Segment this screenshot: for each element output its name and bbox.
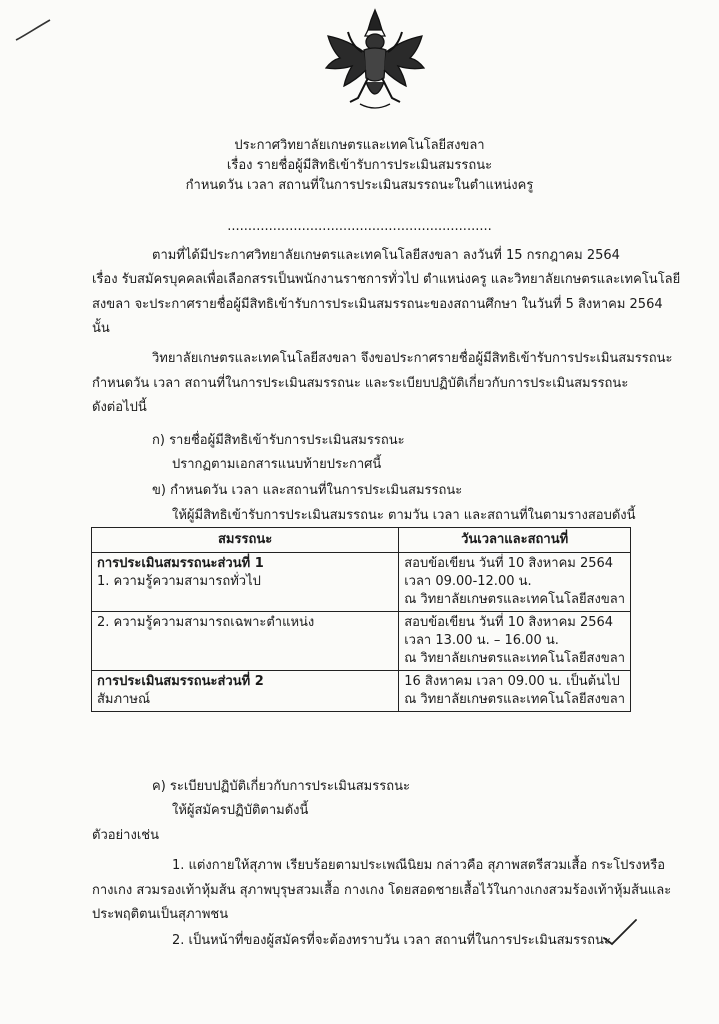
header-divider: ................................................................ xyxy=(227,219,492,234)
cell-line: ณ วิทยาลัยเกษตรและเทคโนโลยีสงขลา xyxy=(404,692,625,707)
cell-line: ณ วิทยาลัยเกษตรและเทคโนโลยีสงขลา xyxy=(404,592,625,607)
cell-line: สัมภาษณ์ xyxy=(97,692,151,707)
paragraph-1-line-3: สงขลา จะประกาศรายชื่อผู้มีสิทธิเข้ารับการประเมินสมรรถนะของสถานศึกษา ในวันที่ 5 สิงหาคม 2564 xyxy=(92,297,663,312)
item-a-line-2: ปรากฏตามเอกสารแนบท้ายประกาศนี้ xyxy=(172,457,382,472)
table-row xyxy=(92,671,631,712)
table-cell xyxy=(399,671,631,712)
item-a-line-1: ก) รายชื่อผู้มีสิทธิเข้ารับการประเมินสมรรถนะ xyxy=(152,433,405,448)
table-cell xyxy=(399,612,631,671)
rule-2-line-1: 2. เป็นหน้าที่ของผู้สมัครที่จะต้องทราบวัน เวลา สถานที่ในการประเมินสมรรถนะ xyxy=(172,933,611,948)
rule-1-line-3: ประพฤติตนเป็นสุภาพชน xyxy=(92,907,229,922)
paragraph-2-line-2: กำหนดวัน เวลา สถานที่ในการประเมินสมรรถนะ และระเบียบปฏิบัติเกี่ยวกับการประเมินสมรรถนะ xyxy=(92,376,629,391)
rule-1-line-2: กางเกง สวมรองเท้าหุ้มส้น สุภาพบุรุษสวมเสื้อ กางเกง โดยสอดชายเสื้อไว้ในกางเกงสวมร้องเท้าหุ้มส้นและ xyxy=(92,883,672,898)
cell-line: 16 สิงหาคม เวลา 09.00 น. เป็นต้นไป xyxy=(404,674,620,689)
table-row xyxy=(92,553,631,612)
cell-line: ณ วิทยาลัยเกษตรและเทคโนโลยีสงขลา xyxy=(404,651,625,666)
header-line-3: กำหนดวัน เวลา สถานที่ในการประเมินสมรรถนะในตำแหน่งครู xyxy=(185,178,534,193)
paragraph-1-line-2: เรื่อง รับสมัครบุคคลเพื่อเลือกสรรเป็นพนักงานราชการทั่วไป ตำแหน่งครู และวิทยาลัยเกษตรและเทคโนโลยี xyxy=(92,272,681,287)
header-line-2: เรื่อง รายชื่อผู้มีสิทธิเข้ารับการประเมินสมรรถนะ xyxy=(226,158,493,173)
table-header-competency: สมรรถนะ xyxy=(92,528,399,553)
table-cell xyxy=(92,671,399,712)
schedule-table xyxy=(91,527,631,712)
paragraph-1-line-4: นั้น xyxy=(92,321,110,336)
table-header-datetime-place: วันเวลาและสถานที่ xyxy=(399,528,631,553)
cell-line: 2. ความรู้ความสามารถเฉพาะตำแหน่ง xyxy=(97,615,315,630)
paragraph-2-line-1: วิทยาลัยเกษตรและเทคโนโลยีสงขลา จึงขอประกาศรายชื่อผู้มีสิทธิเข้ารับการประเมินสมรรถนะ xyxy=(152,351,673,366)
rule-1-line-1: 1. แต่งกายให้สุภาพ เรียบร้อยตามประเพณีนิยม กล่าวคือ สุภาพสตรีสวมเสื้อ กระโปรงหรือ xyxy=(172,858,666,873)
cell-line: เวลา 13.00 น. – 16.00 น. xyxy=(404,633,559,648)
item-c-line-1: ค) ระเบียบปฏิบัติเกี่ยวกับการประเมินสมรรถนะ xyxy=(152,779,410,794)
cell-line: สอบข้อเขียน วันที่ 10 สิงหาคม 2564 xyxy=(404,615,614,630)
pen-stroke-icon xyxy=(14,16,52,46)
table-cell xyxy=(399,553,631,612)
cell-line: สอบข้อเขียน วันที่ 10 สิงหาคม 2564 xyxy=(404,556,614,571)
garuda-emblem-icon xyxy=(318,6,432,114)
item-b-line-1: ข) กำหนดวัน เวลา และสถานที่ในการประเมินสมรรถนะ xyxy=(152,483,463,498)
cell-line: 1. ความรู้ความสามารถทั่วไป xyxy=(97,574,261,589)
item-c-line-2: ให้ผู้สมัครปฏิบัติตามดังนี้ xyxy=(172,803,309,818)
cell-line: การประเมินสมรรถนะส่วนที่ 1 xyxy=(97,556,264,571)
paragraph-2-line-3: ดังต่อไปนี้ xyxy=(92,400,147,415)
paragraph-1-line-1: ตามที่ได้มีประกาศวิทยาลัยเกษตรและเทคโนโลยีสงขลา ลงวันที่ 15 กรกฎาคม 2564 xyxy=(152,248,620,263)
header-line-1: ประกาศวิทยาลัยเกษตรและเทคโนโลยีสงขลา xyxy=(234,138,485,153)
cell-line: เวลา 09.00-12.00 น. xyxy=(404,574,532,589)
table-cell xyxy=(92,612,399,671)
cell-line: การประเมินสมรรถนะส่วนที่ 2 xyxy=(97,674,264,689)
example-label: ตัวอย่างเช่น xyxy=(92,828,159,843)
table-cell xyxy=(92,553,399,612)
item-b-line-2: ให้ผู้มีสิทธิเข้ารับการประเมินสมรรถนะ ตามวัน เวลา และสถานที่ในตามรางสอบดังนี้ xyxy=(172,508,636,523)
table-row xyxy=(92,612,631,671)
table-header-row xyxy=(92,528,631,553)
checkmark-icon xyxy=(600,912,640,952)
